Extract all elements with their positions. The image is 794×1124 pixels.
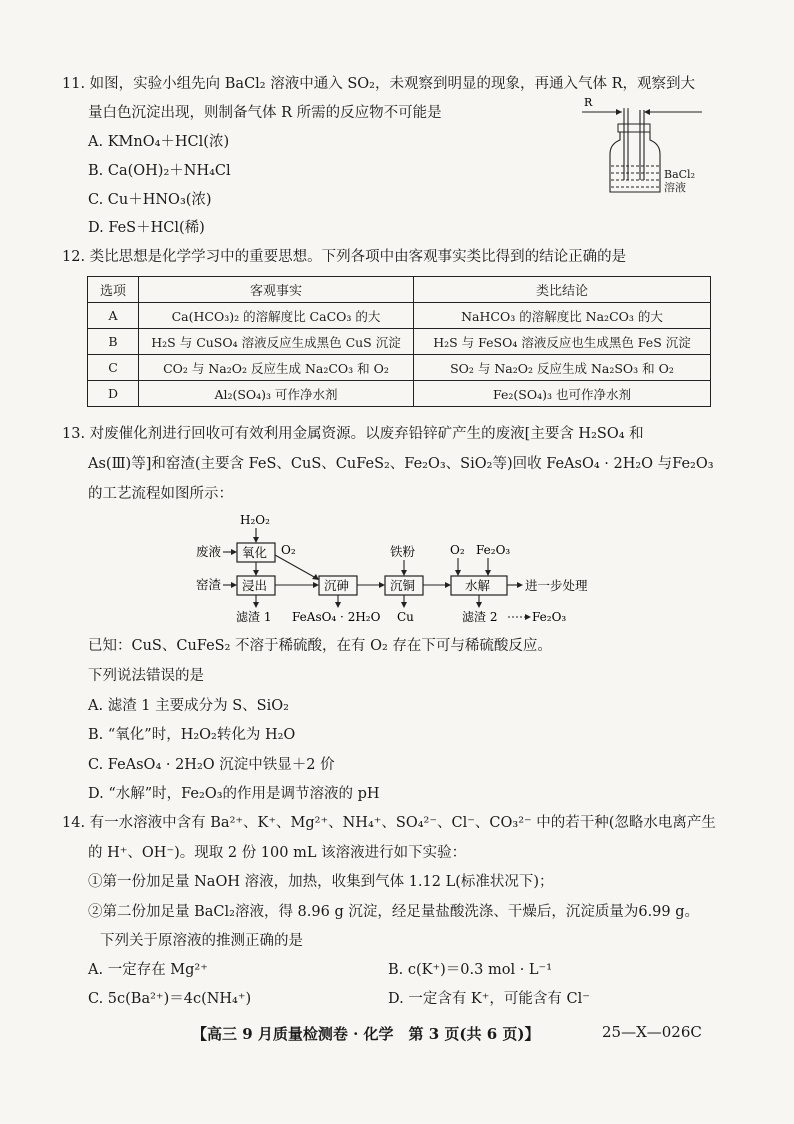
row-conclusion: H₂S 与 FeSO₄ 溶液反应也生成黑色 FeS 沉淀 bbox=[414, 329, 711, 355]
q14-stem-line2: 的 H⁺、OH⁻)。现取 2 份 100 mL 该溶液进行如下实验： bbox=[88, 845, 467, 861]
q13-option-b: B. “氧化”时，H₂O₂转化为 H₂O bbox=[88, 727, 296, 743]
row-label: B bbox=[88, 329, 139, 355]
flow-further: 进一步处理 bbox=[525, 578, 588, 593]
table-row bbox=[88, 381, 711, 407]
row-fact: Ca(HCO₃)₂ 的溶解度比 CaCO₃ 的大 bbox=[139, 303, 414, 329]
q11-option-d: D. FeS＋HCl(稀) bbox=[88, 220, 205, 236]
flow-leach: 浸出 bbox=[242, 578, 268, 593]
row-fact: Al₂(SO₄)₃ 可作净水剂 bbox=[139, 381, 414, 407]
table-row bbox=[88, 355, 711, 381]
row-label: A bbox=[88, 303, 139, 329]
header-option: 选项 bbox=[88, 277, 139, 303]
flow-o2-b: O₂ bbox=[450, 543, 465, 557]
header-fact: 客观事实 bbox=[139, 277, 414, 303]
row-label: D bbox=[88, 381, 139, 407]
q13-option-d: D. “水解”时，Fe₂O₃的作用是调节溶液的 pH bbox=[88, 786, 380, 802]
q13-option-a: A. 滤渣 1 主要成分为 S、SiO₂ bbox=[88, 698, 289, 714]
q13-stem-line3: 的工艺流程如图所示： bbox=[88, 486, 233, 502]
flow-precip-as: 沉砷 bbox=[324, 578, 350, 593]
flow-product-fe: Fe₂O₃ bbox=[532, 610, 567, 624]
q13-known: 已知：CuS、CuFeS₂ 不溶于稀硫酸，在有 O₂ 存在下可与稀硫酸反应。 bbox=[88, 638, 552, 654]
row-conclusion: SO₂ 与 Na₂O₂ 反应生成 Na₂SO₃ 和 O₂ bbox=[414, 355, 711, 381]
flow-yaozha: 窑渣 bbox=[196, 577, 222, 592]
q13-ask: 下列说法错误的是 bbox=[88, 668, 204, 684]
page-footer-code: 25—X—026C bbox=[602, 1023, 702, 1041]
q13-stem-line2: As(Ⅲ)等]和窑渣(主要含 FeS、CuS、CuFeS₂、Fe₂O₃、SiO₂等)回收 FeAsO₄ · 2H₂O 与Fe₂O₃ bbox=[88, 456, 714, 472]
q11-stem-line1: 11. 如图，实验小组先向 BaCl₂ 溶液中通入 SO₂，未观察到明显的现象，再通入气体 R，观察到大 bbox=[62, 76, 695, 92]
q14-option-b: B. c(K⁺)＝0.3 mol · L⁻¹ bbox=[388, 962, 553, 978]
flow-o2-a: O₂ bbox=[281, 543, 296, 557]
q11-label-r: R bbox=[584, 96, 593, 109]
flow-product-as: FeAsO₄ · 2H₂O bbox=[292, 610, 381, 624]
q14-option-c: C. 5c(Ba²⁺)＝4c(NH₄⁺) bbox=[88, 991, 252, 1007]
q14-option-d: D. 一定含有 K⁺，可能含有 Cl⁻ bbox=[388, 991, 590, 1007]
q12-table bbox=[87, 276, 711, 407]
q14-ask: 下列关于原溶液的推测正确的是 bbox=[100, 933, 303, 949]
flow-hydrolysis: 水解 bbox=[465, 578, 491, 593]
flow-h2o2: H₂O₂ bbox=[240, 513, 270, 527]
table-header-row bbox=[88, 277, 711, 303]
flow-fe2o3-in: Fe₂O₃ bbox=[476, 543, 511, 557]
flow-residue1: 滤渣 1 bbox=[236, 610, 272, 624]
row-fact: CO₂ 与 Na₂O₂ 反应生成 Na₂CO₃ 和 O₂ bbox=[139, 355, 414, 381]
row-conclusion: NaHCO₃ 的溶解度比 Na₂CO₃ 的大 bbox=[414, 303, 711, 329]
q13-option-c: C. FeAsO₄ · 2H₂O 沉淀中铁显＋2 价 bbox=[88, 757, 335, 773]
q14-stem-line1: 14. 有一水溶液中含有 Ba²⁺、K⁺、Mg²⁺、NH₄⁺、SO₄²⁻、Cl⁻、CO₃²⁻ 中的若干种(忽略水电离产生 bbox=[62, 815, 716, 831]
page-footer-title: 【高三 9 月质量检测卷 · 化学 第 3 页(共 6 页)】 bbox=[192, 1025, 540, 1043]
flow-residue2: 滤渣 2 bbox=[462, 610, 498, 624]
flow-oxidize: 氧化 bbox=[242, 545, 268, 560]
q14-exp2: ②第二份加足量 BaCl₂溶液，得 8.96 g 沉淀，经足量盐酸洗涤、干燥后，沉淀质量为6.99 g。 bbox=[88, 904, 700, 920]
q12-stem: 12. 类比思想是化学学习中的重要思想。下列各项中由客观事实类比得到的结论正确的是 bbox=[62, 249, 627, 265]
q14-exp1: ①第一份加足量 NaOH 溶液，加热，收集到气体 1.12 L(标准状况下)； bbox=[88, 874, 554, 890]
q11-label-solution: 溶液 bbox=[664, 181, 686, 194]
row-label: C bbox=[88, 355, 139, 381]
table-row bbox=[88, 303, 711, 329]
flow-precip-cu: 沉铜 bbox=[390, 578, 416, 593]
q14-option-a: A. 一定存在 Mg²⁺ bbox=[88, 962, 208, 978]
q13-flow-diagram bbox=[190, 508, 610, 628]
q11-option-a: A. KMnO₄＋HCl(浓) bbox=[88, 134, 230, 150]
flow-feiye: 废液 bbox=[196, 544, 222, 559]
q11-stem-line2: 量白色沉淀出现，则制备气体 R 所需的反应物不可能是 bbox=[88, 105, 442, 121]
flow-tiefen: 铁粉 bbox=[390, 544, 416, 559]
q11-label-bacl2: BaCl₂ bbox=[664, 168, 695, 181]
flow-product-cu: Cu bbox=[397, 610, 414, 624]
q13-stem-line1: 13. 对废催化剂进行回收可有效利用金属资源。以废弃铅锌矿产生的废液[主要含 H₂SO₄ 和 bbox=[62, 426, 644, 442]
table-row bbox=[88, 329, 711, 355]
q11-option-b: B. Ca(OH)₂＋NH₄Cl bbox=[88, 163, 231, 179]
q11-option-c: C. Cu＋HNO₃(浓) bbox=[88, 192, 212, 208]
header-conclusion: 类比结论 bbox=[414, 277, 711, 303]
row-conclusion: Fe₂(SO₄)₃ 也可作净水剂 bbox=[414, 381, 711, 407]
row-fact: H₂S 与 CuSO₄ 溶液反应生成黑色 CuS 沉淀 bbox=[139, 329, 414, 355]
q11-bottle-figure bbox=[580, 96, 710, 196]
